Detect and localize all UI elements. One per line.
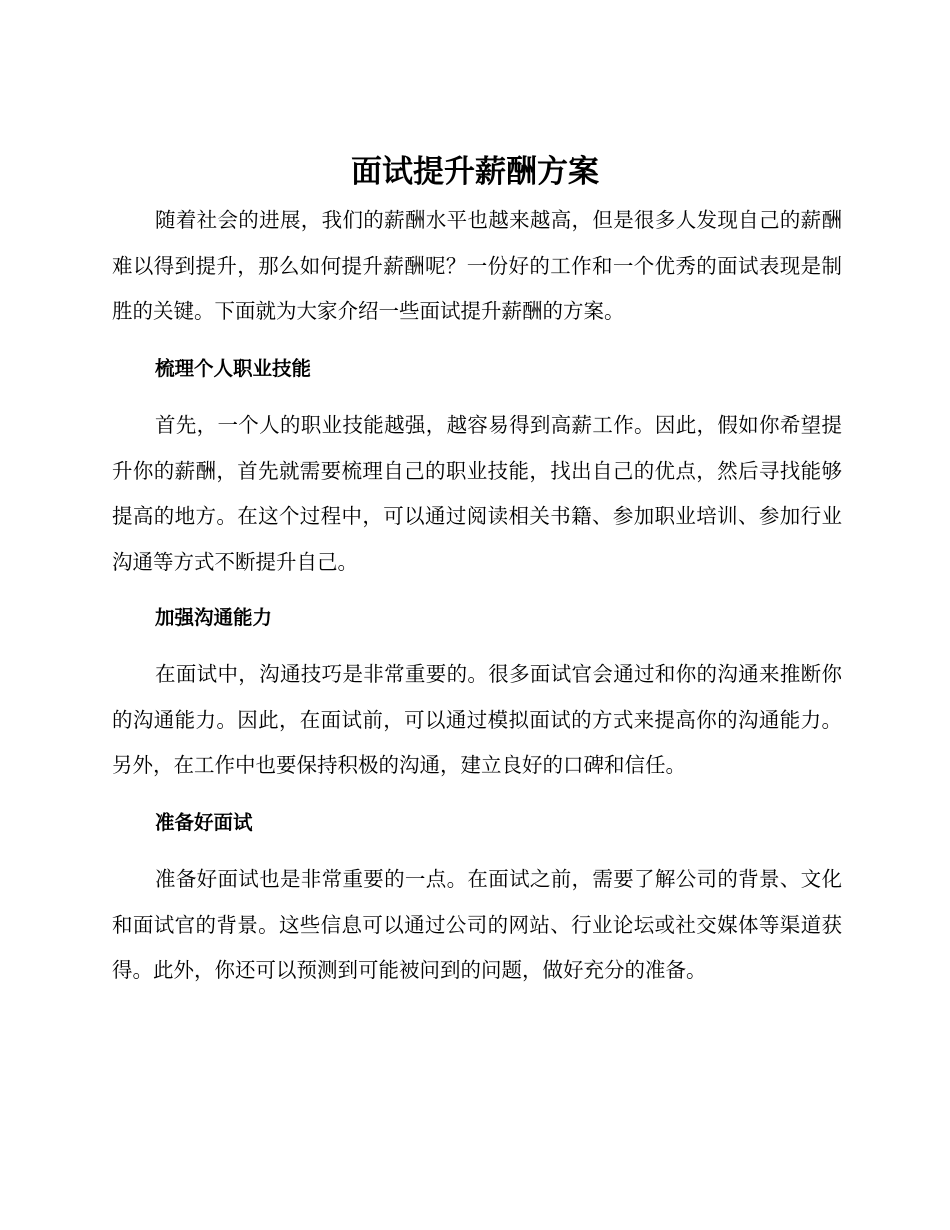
document-title: 面试提升薪酬方案: [351, 154, 599, 190]
section-heading-skills: 梳理个人职业技能: [155, 357, 312, 380]
section-heading-communication: 加强沟通能力: [155, 606, 273, 629]
section-heading-interview-prep: 准备好面试: [155, 811, 253, 834]
intro-paragraph: 随着社会的进展，我们的薪酬水平也越来越高，但是很多人发现自己的薪酬难以得到提升，那么如何提升薪酬呢？一份好的工作和一个优秀的面试表现是制胜的关键。下面就为大家介绍一些面试提升薪酬的方案。: [112, 208, 842, 323]
section-body-skills: 首先，一个人的职业技能越强，越容易得到高薪工作。因此，假如你希望提升你的薪酬，首先就需要梳理自己的职业技能，找出自己的优点，然后寻找能够提高的地方。在这个过程中，可以通过阅读相关书籍、参加职业培训、参加行业沟通等方式不断提升自己。: [112, 413, 842, 574]
section-body-interview-prep: 准备好面试也是非常重要的一点。在面试之前，需要了解公司的背景、文化和面试官的背景。这些信息可以通过公司的网站、行业论坛或社交媒体等渠道获得。此外，你还可以预测到可能被问到的问题，做好充分的准备。: [112, 867, 842, 982]
section-body-communication: 在面试中，沟通技巧是非常重要的。很多面试官会通过和你的沟通来推断你的沟通能力。因此，在面试前，可以通过模拟面试的方式来提高你的沟通能力。另外，在工作中也要保持积极的沟通，建立良好的口碑和信任。: [112, 662, 842, 777]
